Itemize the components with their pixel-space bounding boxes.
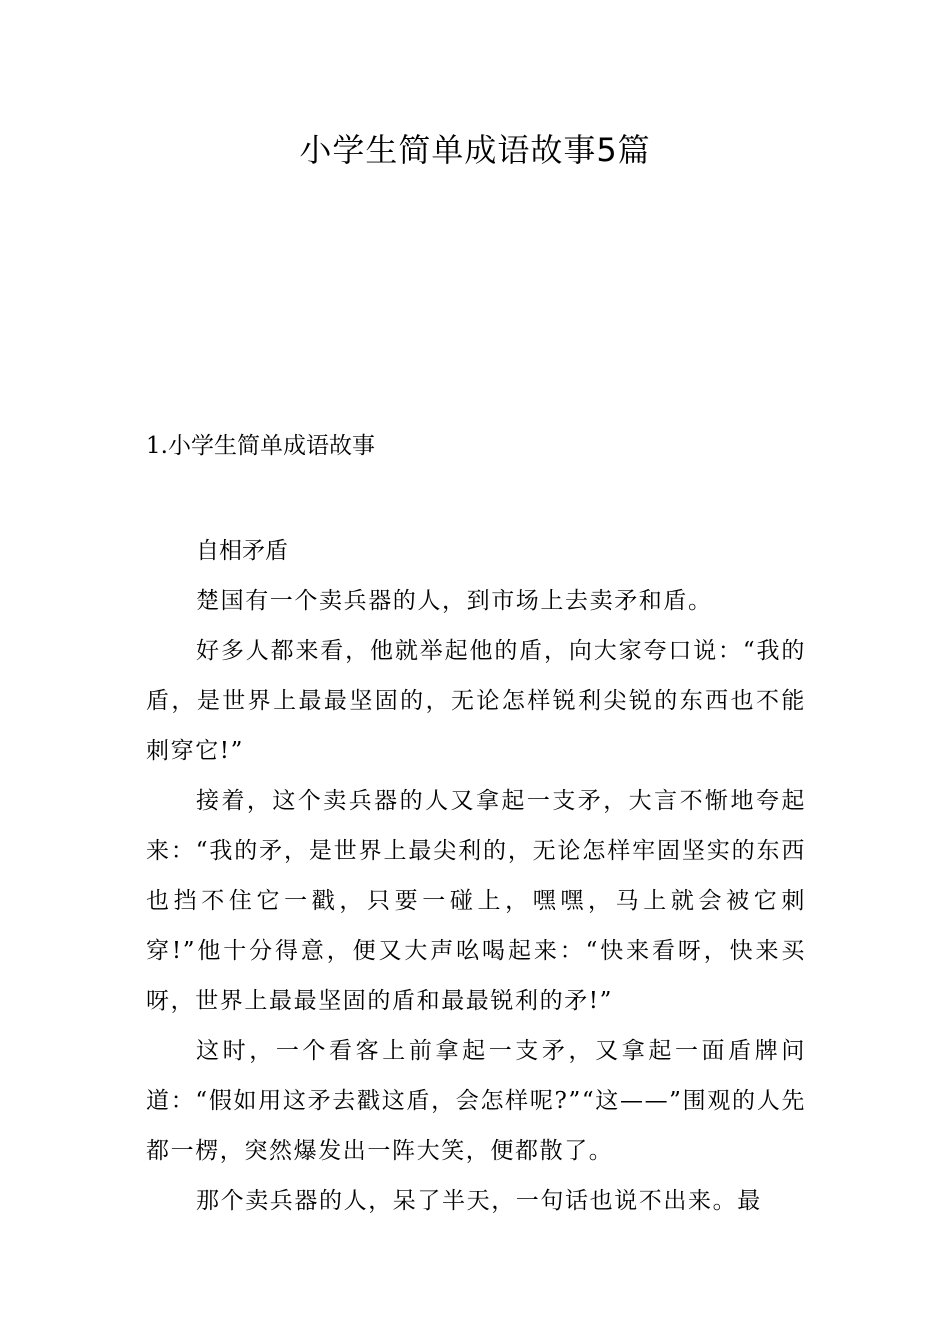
paragraph-5: 那个卖兵器的人，呆了半天，一句话也说不出来。最 [196,1188,762,1214]
document-title: 小学生简单成语故事5篇 [299,131,651,169]
paragraph-3: 接着，这个卖兵器的人又拿起一支矛，大言不惭地夸起来：“我的矛，是世界上最尖利的，无论怎样牢固坚实的东西也挡不住它一戳，只要一碰上，嘿嘿，马上就会被它刺穿!”他十分得意，便又大声吆喝起来：“快来看呀，快来买呀，世界上最最坚固的盾和最最锐利的矛!” [146,788,806,1014]
paragraph-2: 好多人都来看，他就举起他的盾，向大家夸口说：“我的盾，是世界上最最坚固的，无论怎样锐利尖锐的东西也不能刺穿它!” [146,638,806,764]
paragraph-4: 这时，一个看客上前拿起一支矛，又拿起一面盾牌问道：“假如用这矛去戳这盾，会怎样呢?”“这——”围观的人先都一楞，突然爆发出一阵大笑，便都散了。 [146,1038,806,1164]
story-body [146,526,806,1226]
paragraph-1: 楚国有一个卖兵器的人，到市场上去卖矛和盾。 [196,588,713,614]
story-title: 自相矛盾 [196,538,288,564]
section-heading: 1.小学生简单成语故事 [146,433,375,459]
